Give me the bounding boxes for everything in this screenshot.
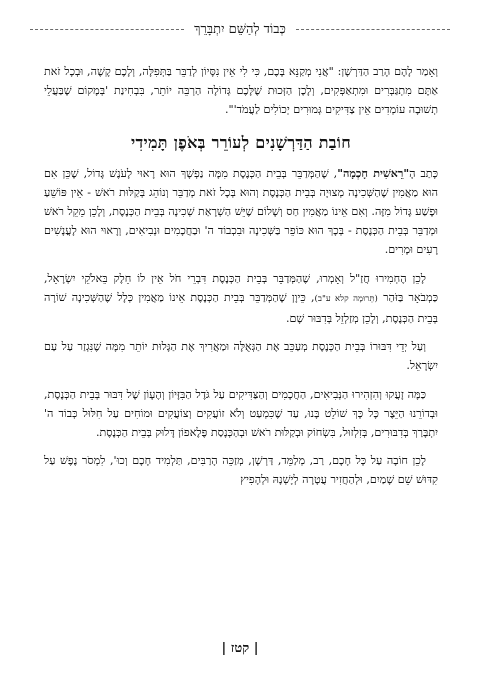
- paragraph-1-text: , שֶׁהַמְּדַבֵּר בְּבֵית הַכְּנֶסֶת מִמָּה נַפְשָׁךְ הוּא רָאוּי לָעֹנֶשׁ גָּדוֹל, שֶׁכֵּן אִם הוּא מַאֲמִין שֶׁהַשְּׁכִינָה מְצוּיָה בְּבֵית הַכְּנֶסֶת וְהוּא בְּכָל זֹאת מְדַבֵּר וְנוֹהֵג בְּקַלּוּת רֹאשׁ - אֵין פּוֹשֵׁעַ וּפֶשַׁע גָּדוֹל מִזֶּה. וְאִם אֵינוֹ מַאֲמִין חַס וְשָׁלוֹם שֶׁיֵּשׁ הַשְׁרָאַת שְׁכִינָה בְּבֵית הַכְּנֶסֶת, וְלָכֵן מֵקֵל רֹאשׁ וּמְדַבֵּר בְּבֵית הַכְּנֶסֶת - בְּכָךְ הוּא כּוֹפֵר בַּשְּׁכִינָה וּבִכְבוֹד ה' וּבַחֲכָמִים וּנְבִיאִים, וְרָאוּי הוּא לָעֳנָשִׁים רָעִים וּמָרִים.: [44, 166, 438, 257]
- paragraph-1-lead: כָּתַב הָ: [409, 166, 438, 180]
- paragraph-2-lead: לָכֵן הֶחְמִירוּ חֲזַ"ל וְאָמְרוּ, שֶׁהַמְּדַבֵּר בְּבֵית הַכְּנֶסֶת דִּבְרֵי חֹל אֵין לוֹ חֵלֶק בֵּאלֹקֵי יִשְׂרָאֵל, כַּמְבֹאָר בַּזֹּהַר: [44, 271, 438, 304]
- paragraph-2: [44, 269, 438, 329]
- source-reference: (תְּרוּמָה קלא ע"ב): [314, 293, 378, 304]
- paragraph-2-text: , כֵּיוָן שֶׁהַמְּדַבֵּר בְּבֵית הַכְּנֶסֶת אֵינוֹ מַאֲמִין כְּלָל שֶׁהַשְּׁכִינָה שׁוֹרָה בְּבֵית הַכְּנֶסֶת, וְלָכֵן מְזַלְזֵל בְּדִבּוּר שָׁם.: [44, 290, 438, 326]
- section-heading: חוֹבַת הַדַּרְשָׁנִים לְעוֹרֵר בְּאֹפֶן תָּמִידִי: [131, 132, 351, 152]
- book-title: "רֵאשִׁית חָכְמָה": [337, 166, 410, 180]
- running-header: [30, 16, 450, 42]
- header-rule-left: [30, 29, 184, 30]
- paragraph-5: לָכֵן חוֹבָה עַל כָּל חָכָם, רַב, מְלַמֵּד, דַּרְשָׁן, מְזַכֵּה הָרַבִּים, תַּלְמִיד חָכָם וְכוּ', לִמְסֹר נֶפֶשׁ עַל קִדּוּשׁ שֵׁם שָׁמַיִם, וּלְהַחֲזִיר עֲטָרָה לְיָשְׁנָהּ וּלְהָפִיץ: [44, 454, 438, 487]
- paragraph-3: וְעַל יְדֵי דִּבּוּרוֹ בְּבֵית הַכְּנֶסֶת מְעַכֵּב אֶת הַגְּאֻלָּה וּמַאֲרִיךְ אֶת הַגָּלוּת יוֹתֵר מִמָּה שֶׁנִּגְזַר עַל עַם יִשְׂרָאֵל.: [44, 340, 438, 373]
- page-number: | קטז |: [221, 641, 259, 656]
- page-body: [44, 62, 438, 499]
- paragraph-4: כַּמָּה זָעֲקוּ וְהִזְהִירוּ הַנְּבִיאִים, הַחֲכָמִים וְהַצַּדִּיקִים עַל גֹּדֶל הַבִּזָּיוֹן וְהֶעָוֹן שֶׁל דִּבּוּר בְּבֵית הַכְּנֶסֶת, וּבְדוֹרֵנוּ הַיֵּצֶר כָּל כָּךְ שׁוֹלֵט בָּנוּ, עַד שֶׁכִּמְעַט וְלֹא זוֹעֲקִים וְצוֹעֲקִים וּמוֹחִים עַל חִלּוּל כְּבוֹד ה' יִתְבָּרַךְ בְּדִבּוּרִים, בְּזִלְזוּל, בִּשְׂחוֹק וּבְקַלּוּת רֹאשׁ וּבְהַכְּנָסַת פֶּלֶאפוֹן דָּלוּק בְּבֵית הַכְּנֶסֶת.: [44, 387, 438, 440]
- running-header-title: כְּבוֹד לְהַשֵּׁם יִתְבָּרֵךְ: [194, 22, 286, 37]
- paragraph-1: [44, 164, 438, 260]
- header-rule-right: [296, 29, 450, 30]
- paragraph-top: וְאָמַר לָהֶם הָרַב הַדַּרְשָׁן: "אֲנִי מְקַנֵּא בָּכֶם, כִּי לִי אֵין נִסָּיוֹן לְדַבֵּר בַּתְּפִלָּה, וְלָכֶם קָשֶׁה, וּבְכָל זֹאת אַתֶּם מִתְגַּבְּרִים וּמִתְאַפְּקִים, וְלָכֶן הַזְּכוּת שֶׁלָּכֶם גְּדוֹלָה הַרְבֵּה יוֹתֵר, בִּבְחִינַת 'בְּמָקוֹם שֶׁבַּעֲלֵי תְשׁוּבָה עוֹמְדִים אֵין צַדִּיקִים גְּמוּרִים יְכוֹלִים לַעֲמֹד'".: [44, 65, 438, 117]
